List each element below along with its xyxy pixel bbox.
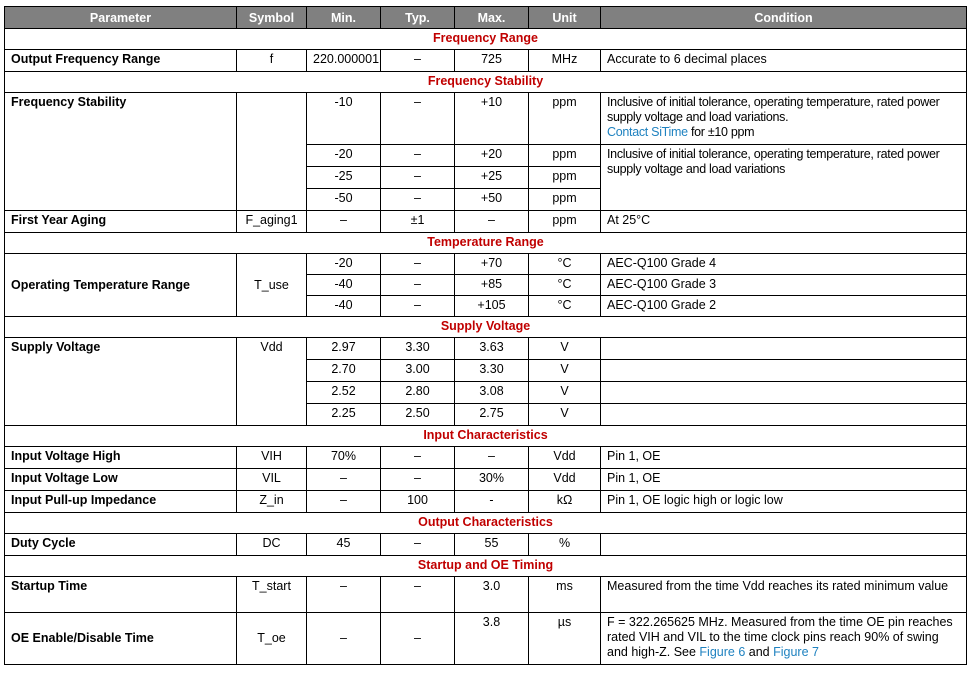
spec-table (4, 6, 967, 665)
min-cell: 220.000001 (307, 50, 381, 72)
header-symbol: Symbol (237, 7, 307, 29)
unit-cell: MHz (529, 50, 601, 72)
param-cell: Input Voltage High (5, 447, 237, 469)
unit-cell: ppm (529, 167, 601, 189)
condition-cell (601, 382, 967, 404)
param-cell: Output Frequency Range (5, 50, 237, 72)
max-cell: – (455, 447, 529, 469)
min-cell: -10 (307, 93, 381, 145)
typ-cell: 100 (381, 491, 455, 513)
typ-cell: – (381, 296, 455, 317)
min-cell: – (307, 469, 381, 491)
unit-cell: V (529, 382, 601, 404)
typ-cell: 3.00 (381, 360, 455, 382)
max-cell: 3.0 (455, 577, 529, 613)
condition-text: Inclusive of initial tolerance, operating temperature, rated power supply voltage and load variations. (607, 95, 940, 124)
typ-cell: – (381, 469, 455, 491)
typ-cell: 3.30 (381, 338, 455, 360)
symbol-cell: Z_in (237, 491, 307, 513)
condition-cell (601, 360, 967, 382)
min-cell: – (307, 491, 381, 513)
condition-cell: Accurate to 6 decimal places (601, 50, 967, 72)
unit-cell: °C (529, 275, 601, 296)
max-cell: 3.30 (455, 360, 529, 382)
max-cell: +105 (455, 296, 529, 317)
typ-cell: – (381, 577, 455, 613)
unit-cell: µs (529, 613, 601, 665)
max-cell: 55 (455, 534, 529, 556)
typ-cell: – (381, 275, 455, 296)
max-cell: 3.08 (455, 382, 529, 404)
unit-cell: °C (529, 296, 601, 317)
header-typ: Typ. (381, 7, 455, 29)
symbol-cell: f (237, 50, 307, 72)
typ-cell: – (381, 145, 455, 167)
max-cell: 3.8 (455, 613, 529, 665)
section-supply-voltage: Supply Voltage (5, 317, 967, 338)
min-cell: 45 (307, 534, 381, 556)
max-cell: – (455, 211, 529, 233)
unit-cell: ms (529, 577, 601, 613)
condition-cell (601, 534, 967, 556)
typ-cell: – (381, 93, 455, 145)
param-cell: Frequency Stability (5, 93, 237, 211)
max-cell: +10 (455, 93, 529, 145)
condition-text: F = 322.265625 MHz. Measured from the time OE pin reaches rated VIH and VIL to the time clock pins reach 90% of swing and high-Z. See (607, 615, 953, 659)
symbol-cell: VIH (237, 447, 307, 469)
condition-cell (601, 404, 967, 426)
symbol-cell: T_start (237, 577, 307, 613)
min-cell: -20 (307, 145, 381, 167)
typ-cell: 2.50 (381, 404, 455, 426)
condition-cell: At 25°C (601, 211, 967, 233)
unit-cell: ppm (529, 211, 601, 233)
min-cell: 2.25 (307, 404, 381, 426)
unit-cell: ppm (529, 189, 601, 211)
min-cell: 2.52 (307, 382, 381, 404)
row-frequency-stability (5, 93, 967, 145)
condition-cell (601, 93, 967, 145)
header-min: Min. (307, 7, 381, 29)
min-cell: 2.97 (307, 338, 381, 360)
min-cell: – (307, 211, 381, 233)
min-cell: -50 (307, 189, 381, 211)
unit-cell: Vdd (529, 447, 601, 469)
row-oe-enable-disable-time (5, 613, 967, 665)
param-cell: Input Voltage Low (5, 469, 237, 491)
param-cell: Duty Cycle (5, 534, 237, 556)
symbol-cell: T_oe (237, 613, 307, 665)
condition-cell: AEC-Q100 Grade 4 (601, 254, 967, 275)
row-input-pullup-impedance (5, 491, 967, 513)
typ-cell: 2.80 (381, 382, 455, 404)
section-output-characteristics: Output Characteristics (5, 513, 967, 534)
symbol-cell: VIL (237, 469, 307, 491)
max-cell: +85 (455, 275, 529, 296)
condition-cell: Pin 1, OE logic high or logic low (601, 491, 967, 513)
unit-cell: V (529, 360, 601, 382)
min-cell: 70% (307, 447, 381, 469)
max-cell: - (455, 491, 529, 513)
row-input-voltage-low (5, 469, 967, 491)
unit-cell: V (529, 404, 601, 426)
figure-6-link[interactable]: Figure 6 (699, 645, 746, 659)
param-cell: First Year Aging (5, 211, 237, 233)
unit-cell: Vdd (529, 469, 601, 491)
section-temperature-range: Temperature Range (5, 233, 967, 254)
condition-cell: AEC-Q100 Grade 3 (601, 275, 967, 296)
row-duty-cycle (5, 534, 967, 556)
header-unit: Unit (529, 7, 601, 29)
condition-cell: Inclusive of initial tolerance, operating temperature, rated power supply voltage and load variations (601, 145, 967, 211)
typ-cell: – (381, 254, 455, 275)
header-parameter: Parameter (5, 7, 237, 29)
symbol-cell: Vdd (237, 338, 307, 426)
typ-cell: ±1 (381, 211, 455, 233)
min-cell: – (307, 577, 381, 613)
section-frequency-stability: Frequency Stability (5, 72, 967, 93)
max-cell: 3.63 (455, 338, 529, 360)
condition-tail: for ±10 ppm (687, 125, 755, 139)
section-frequency-range: Frequency Range (5, 29, 967, 50)
typ-cell: – (381, 50, 455, 72)
typ-cell: – (381, 189, 455, 211)
condition-cell: Pin 1, OE (601, 469, 967, 491)
unit-cell: kΩ (529, 491, 601, 513)
typ-cell: – (381, 534, 455, 556)
unit-cell: V (529, 338, 601, 360)
condition-cell: Measured from the time Vdd reaches its rated minimum value (601, 577, 967, 613)
condition-cell (601, 338, 967, 360)
header-max: Max. (455, 7, 529, 29)
min-cell: -40 (307, 296, 381, 317)
symbol-cell (237, 93, 307, 211)
min-cell: 2.70 (307, 360, 381, 382)
param-cell: OE Enable/Disable Time (5, 613, 237, 665)
condition-and: and (745, 645, 774, 659)
max-cell: +20 (455, 145, 529, 167)
param-cell: Startup Time (5, 577, 237, 613)
section-input-characteristics: Input Characteristics (5, 426, 967, 447)
row-supply-voltage (5, 338, 967, 360)
row-operating-temperature (5, 254, 967, 275)
max-cell: 725 (455, 50, 529, 72)
typ-cell: – (381, 447, 455, 469)
param-cell: Supply Voltage (5, 338, 237, 426)
symbol-cell: T_use (237, 254, 307, 317)
max-cell: +70 (455, 254, 529, 275)
symbol-cell: DC (237, 534, 307, 556)
condition-cell: Pin 1, OE (601, 447, 967, 469)
max-cell: 2.75 (455, 404, 529, 426)
condition-cell (601, 613, 967, 665)
min-cell: -25 (307, 167, 381, 189)
condition-cell: AEC-Q100 Grade 2 (601, 296, 967, 317)
row-startup-time (5, 577, 967, 613)
param-cell: Input Pull-up Impedance (5, 491, 237, 513)
section-startup-oe-timing: Startup and OE Timing (5, 556, 967, 577)
max-cell: 30% (455, 469, 529, 491)
min-cell: -20 (307, 254, 381, 275)
max-cell: +50 (455, 189, 529, 211)
unit-cell: % (529, 534, 601, 556)
header-row (5, 7, 967, 29)
header-condition: Condition (601, 7, 967, 29)
row-output-frequency-range (5, 50, 967, 72)
typ-cell: – (381, 613, 455, 665)
symbol-cell: F_aging1 (237, 211, 307, 233)
typ-cell: – (381, 167, 455, 189)
min-cell: -40 (307, 275, 381, 296)
param-cell: Operating Temperature Range (5, 254, 237, 317)
row-first-year-aging (5, 211, 967, 233)
contact-sitime-link[interactable]: Contact SiTime (607, 125, 688, 139)
unit-cell: ppm (529, 145, 601, 167)
figure-7-link[interactable]: Figure 7 (773, 645, 819, 659)
row-input-voltage-high (5, 447, 967, 469)
unit-cell: ppm (529, 93, 601, 145)
max-cell: +25 (455, 167, 529, 189)
unit-cell: °C (529, 254, 601, 275)
min-cell: – (307, 613, 381, 665)
